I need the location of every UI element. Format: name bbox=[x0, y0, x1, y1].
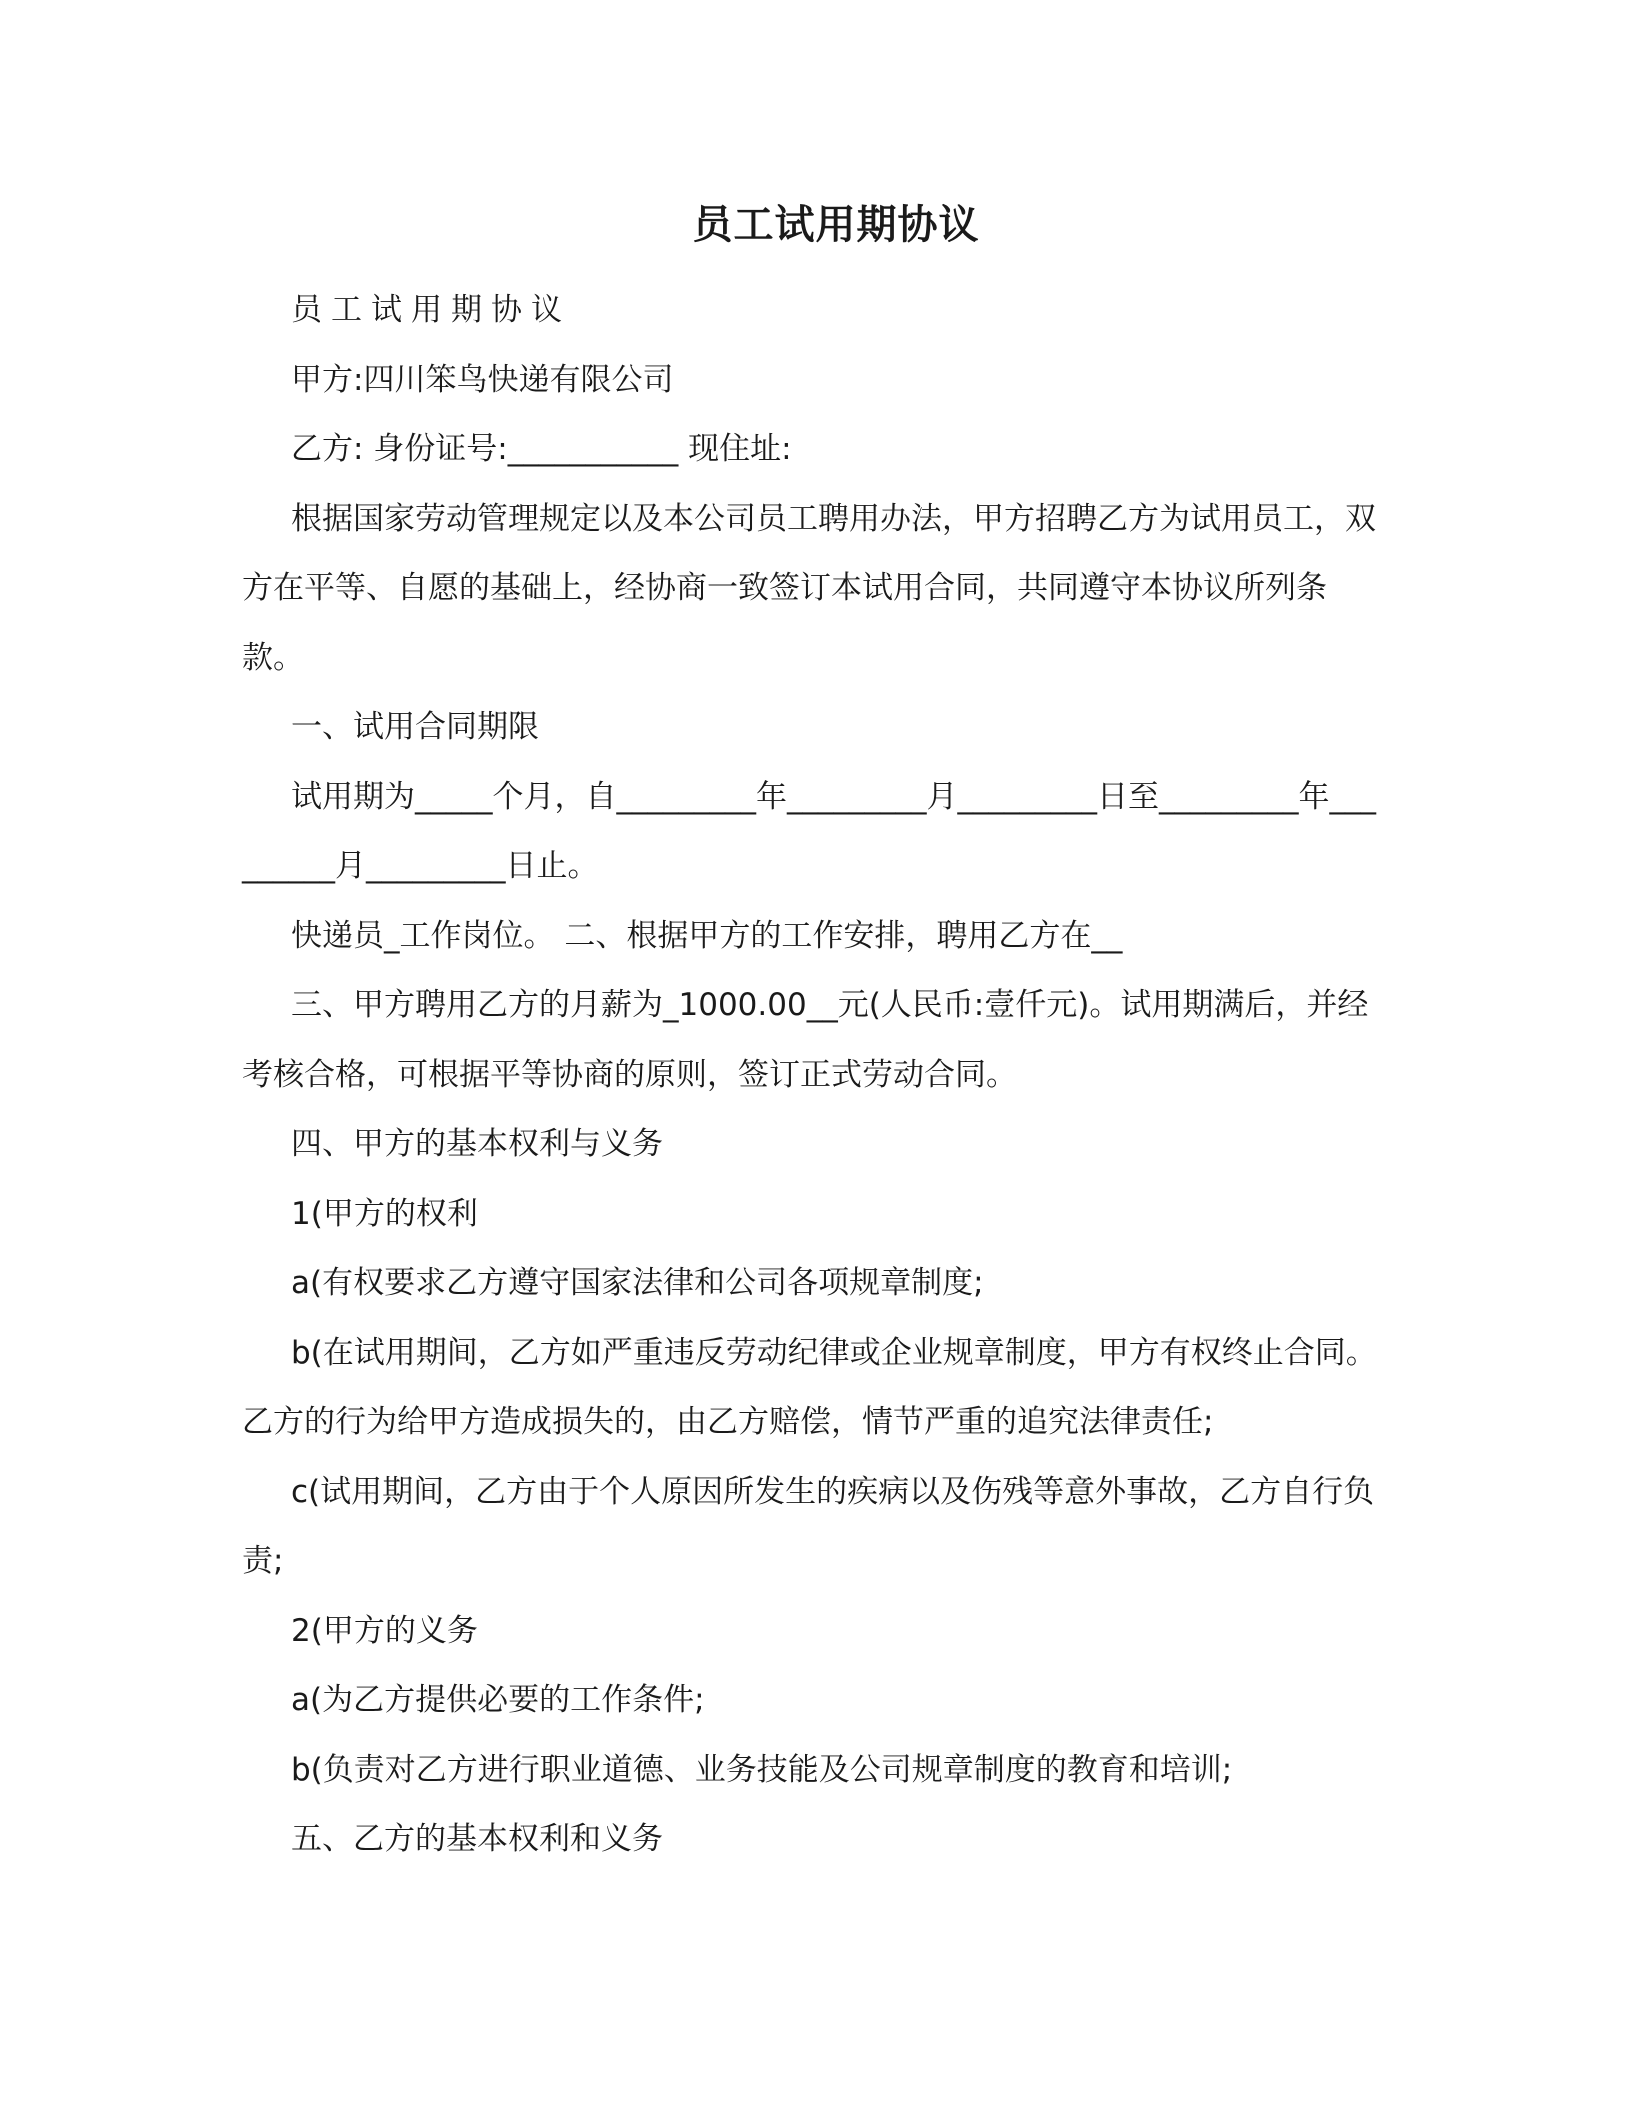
probation-period-paragraph: 试用期为_____个月，自_________年_________月_________日至_________年_________月_________日止。 bbox=[242, 778, 1376, 884]
subtitle-paragraph: 员工试用期协议 bbox=[291, 292, 571, 328]
section-4-heading: 四、甲方的基本权利与义务 bbox=[291, 1126, 663, 1162]
party-a-rights-heading: 1(甲方的权利 bbox=[291, 1195, 478, 1232]
party-a-duty-b: b(负责对乙方进行职业道德、业务技能及公司规章制度的教育和培训; bbox=[291, 1751, 1233, 1788]
section-2-paragraph: 快递员_工作岗位。 二、根据甲方的工作安排，聘用乙方在__ bbox=[291, 917, 1123, 954]
document-title: 员工试用期协议 bbox=[692, 202, 980, 248]
party-a-duty-a: a(为乙方提供必要的工作条件; bbox=[291, 1682, 705, 1718]
section-5-heading: 五、乙方的基本权利和义务 bbox=[291, 1821, 663, 1857]
section-1-heading: 一、试用合同期限 bbox=[291, 709, 539, 745]
party-b-paragraph: 乙方: 身份证号:___________ 现住址: bbox=[291, 431, 792, 467]
preamble-paragraph: 根据国家劳动管理规定以及本公司员工聘用办法，甲方招聘乙方为试用员工，双方在平等、自愿的基础上，经协商一致签订本试用合同，共同遵守本协议所列条款。 bbox=[242, 500, 1376, 676]
party-a-paragraph: 甲方:四川笨鸟快递有限公司 bbox=[291, 361, 674, 398]
document-body bbox=[242, 276, 1380, 1875]
section-3-salary-paragraph: 三、甲方聘用乙方的月薪为_1000.00__元(人民币:壹仟元)。试用期满后，并经考核合格，可根据平等协商的原则，签订正式劳动合同。 bbox=[242, 987, 1369, 1093]
party-a-duties-heading: 2(甲方的义务 bbox=[291, 1612, 478, 1649]
party-a-right-b: b(在试用期间，乙方如严重违反劳动纪律或企业规章制度，甲方有权终止合同。乙方的行为给甲方造成损失的，由乙方赔偿，情节严重的追究法律责任; bbox=[242, 1334, 1377, 1440]
party-a-right-c: c(试用期间，乙方由于个人原因所发生的疾病以及伤残等意外事故，乙方自行负责; bbox=[242, 1473, 1375, 1579]
party-a-right-a: a(有权要求乙方遵守国家法律和公司各项规章制度; bbox=[291, 1265, 984, 1301]
